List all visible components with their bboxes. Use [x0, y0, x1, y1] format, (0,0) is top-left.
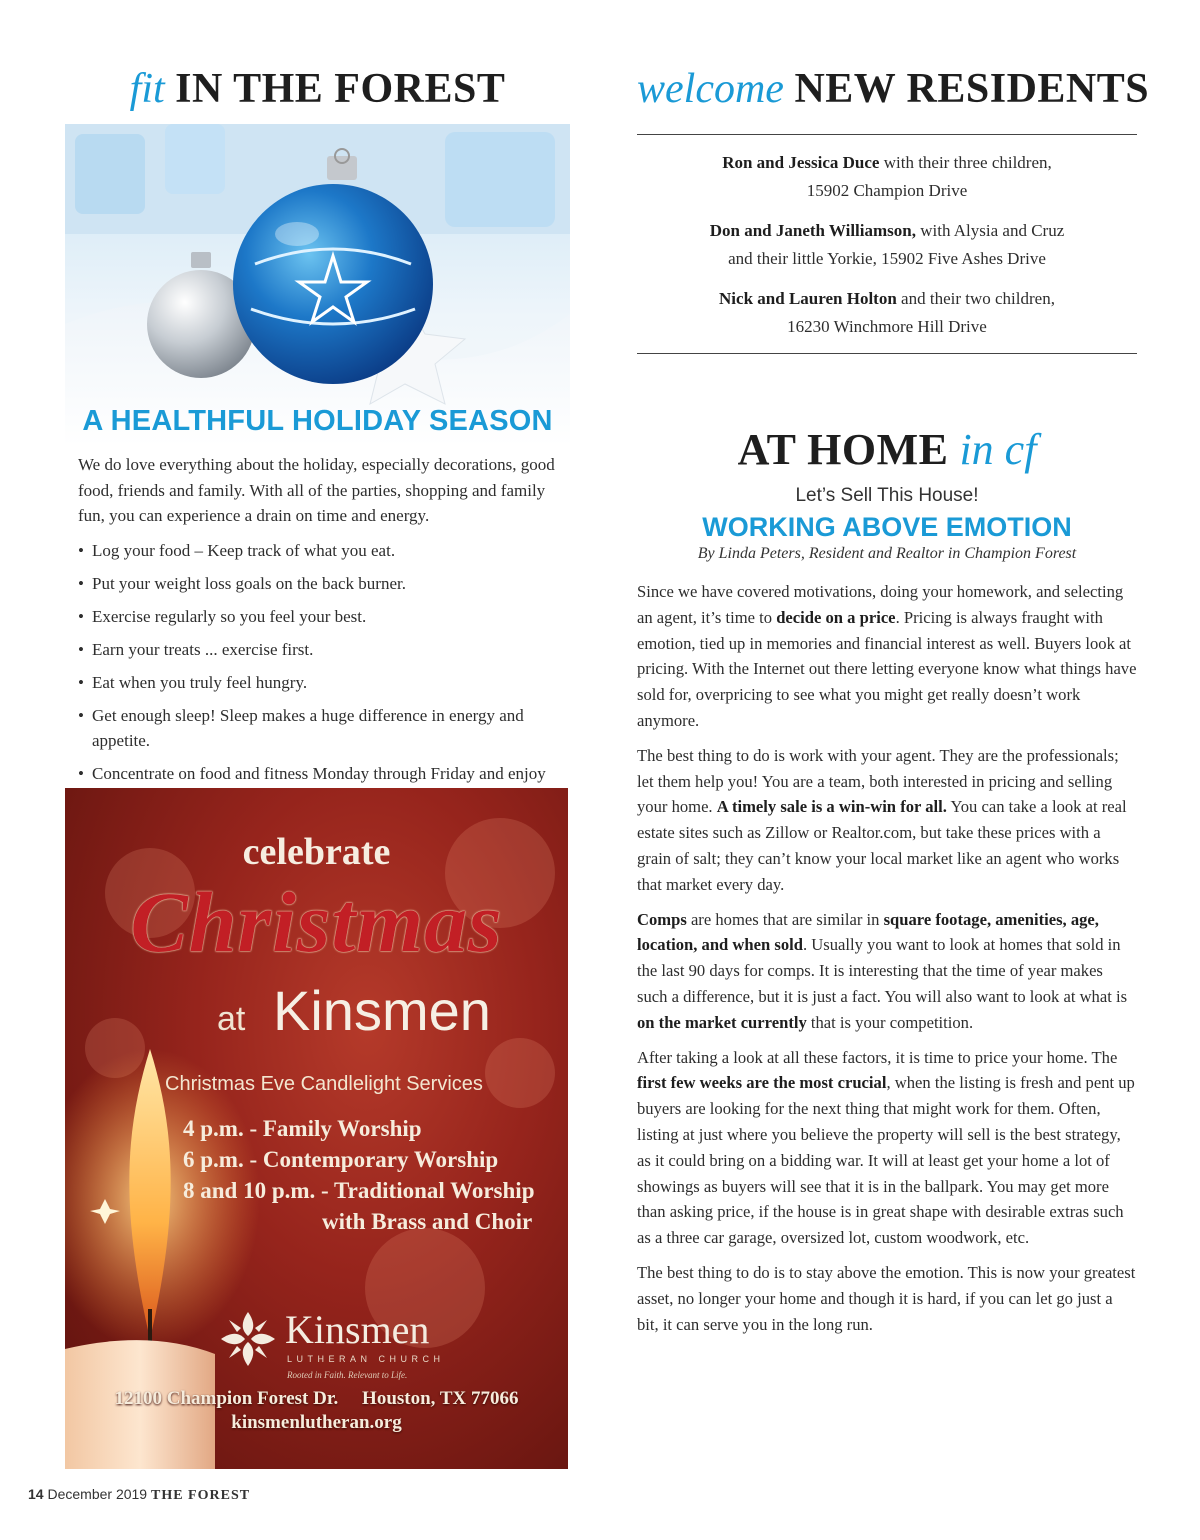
- ad-service-times: [183, 1113, 534, 1237]
- ad-christmas-script: Christmas: [130, 874, 503, 970]
- list-item: • Eat when you truly feel hungry.: [78, 670, 548, 696]
- ad-website: kinsmenlutheran.org: [231, 1412, 402, 1433]
- ornaments-illustration: [65, 124, 570, 446]
- resident-address: and their little Yorkie, 15902 Five Ashes Drive: [728, 249, 1046, 268]
- holiday-tips-list: [78, 538, 548, 812]
- logo-subtitle: LUTHERAN CHURCH: [287, 1354, 445, 1364]
- article-headline: WORKING ABOVE EMOTION: [702, 512, 1072, 542]
- list-item: • Log your food – Keep track of what you eat.: [78, 538, 548, 564]
- church-logo-icon: [217, 1308, 279, 1370]
- article-kicker: Let’s Sell This House!: [795, 485, 979, 506]
- holiday-ornaments-image: [65, 124, 570, 446]
- welcome-title-caps: NEW RESIDENTS: [794, 66, 1150, 112]
- resident-detail: with Alysia and Cruz: [916, 221, 1065, 240]
- article-body: [637, 579, 1137, 1337]
- welcome-section-title: [637, 60, 1150, 120]
- welcome-title-italic: welcome: [637, 66, 784, 112]
- list-item: • Exercise regularly so you feel your best.: [78, 604, 548, 630]
- holiday-intro-paragraph: We do love everything about the holiday, especially decorations, good food, friends and family. With all of the parties, shopping and family fun, you can experience a drain on time and energy.: [78, 455, 555, 526]
- article-paragraph: Since we have covered motivations, doing your homework, and selecting an agent, it’s time to decide on a price. Pricing is always fraught with emotion, tied up in memories and financial interest as well. Buyers look at pricing. With the Internet out there letting everyone know what things have sold for, overpricing to see what you might get really doesn’t work anymore.: [637, 582, 1137, 730]
- page-number: 14: [28, 1486, 44, 1502]
- ad-address: 12100 Champion Forest Dr. Houston, TX 77066: [114, 1388, 519, 1409]
- list-item: [637, 285, 1137, 341]
- hero-caption: A HEALTHFUL HOLIDAY SEASON: [82, 405, 553, 437]
- resident-address: 15902 Champion Drive: [806, 181, 968, 200]
- article-paragraph: The best thing to do is work with your agent. They are the professionals; let them help you! You are a team, both interested in pricing and selling your home. A timely sale is a win-win for all. You can take a look at real estate sites such as Zillow or Realtor.com, but take these prices with a grain of salt; they can’t know your local market like an agent who works that market every day.: [637, 745, 1127, 894]
- fit-title-caps: IN THE FOREST: [175, 66, 506, 112]
- resident-names: Ron and Jessica Duce: [722, 153, 880, 172]
- list-item: • Concentrate on food and fitness Monday through Friday and enjoy: [78, 761, 548, 812]
- fit-section: [65, 60, 570, 820]
- resident-names: Don and Janeth Williamson,: [709, 221, 916, 240]
- resident-names: Nick and Lauren Holton: [719, 289, 897, 308]
- kinsmen-church-logo: [215, 1306, 465, 1386]
- home-title-caps: AT HOME: [737, 425, 949, 474]
- logo-name: Kinsmen: [285, 1307, 430, 1352]
- list-item: • Get enough sleep! Sleep makes a huge difference in energy and appetite.: [78, 703, 548, 754]
- kinsmen-christmas-ad: [65, 788, 568, 1469]
- ad-at-text: at: [217, 1000, 246, 1038]
- ad-celebrate-text: celebrate: [242, 831, 391, 873]
- ad-services-title: Christmas Eve Candlelight Services: [165, 1073, 483, 1095]
- article-paragraph: Comps are homes that are similar in square footage, amenities, age, location, and when sold. Usually you want to look at homes that sold in the last 90 days for comps. It is interesting that the time of year makes such a difference, but it is just a fact. You will also want to look at what is on the market currently that is your competition.: [637, 909, 1128, 1032]
- home-section-title: [637, 422, 1137, 478]
- divider: [637, 353, 1137, 354]
- resident-detail: with their three children,: [879, 153, 1052, 172]
- article-paragraph: The best thing to do is to stay above the emotion. This is now your greatest asset, no longer your home and though it is hard, if you can let go just a bit, it can serve you in the long run.: [637, 1262, 1136, 1334]
- home-title-italic: in cf: [959, 425, 1037, 474]
- service-time-3: 8 and 10 p.m. - Traditional Worship: [183, 1178, 535, 1203]
- page-footer: [28, 1486, 250, 1504]
- fit-section-title: [65, 60, 570, 120]
- issue-date: December 2019: [47, 1486, 148, 1502]
- logo-tagline: Rooted in Faith. Relevant to Life.: [287, 1370, 408, 1380]
- fit-title-italic: fit: [129, 66, 165, 112]
- article-byline: By Linda Peters, Resident and Realtor in Champion Forest: [697, 545, 1077, 562]
- new-residents-list: [637, 135, 1137, 341]
- list-item: [637, 149, 1137, 205]
- service-time-3-detail: with Brass and Choir: [322, 1209, 533, 1234]
- list-item: [637, 217, 1137, 273]
- magazine-name: THE FOREST: [150, 1488, 251, 1503]
- right-column: [637, 60, 1150, 1346]
- service-time-1: 4 p.m. - Family Worship: [183, 1116, 422, 1141]
- ad-kinsmen-text: Kinsmen: [273, 979, 491, 1042]
- list-item: • Earn your treats ... exercise first.: [78, 637, 548, 663]
- article-paragraph: After taking a look at all these factors, it is time to price your home. The first few weeks are the most crucial, when the listing is fresh and pent up buyers are looking for the next thing that might work for them. Often, listing at just where you believe the property will sell is the best strategy, as it could bring on a bidding war. It will at least get your home a lot of showings as buyers will see that it is in the ballpark. You may get more than asking price, if the house is in great shape with desirable extras such as a three car garage, oversized lot, custom woodwork, etc.: [637, 1047, 1135, 1248]
- resident-address: 16230 Winchmore Hill Drive: [787, 317, 987, 336]
- resident-detail: and their two children,: [896, 289, 1055, 308]
- service-time-2: 6 p.m. - Contemporary Worship: [183, 1147, 499, 1172]
- list-item: • Put your weight loss goals on the back burner.: [78, 571, 548, 597]
